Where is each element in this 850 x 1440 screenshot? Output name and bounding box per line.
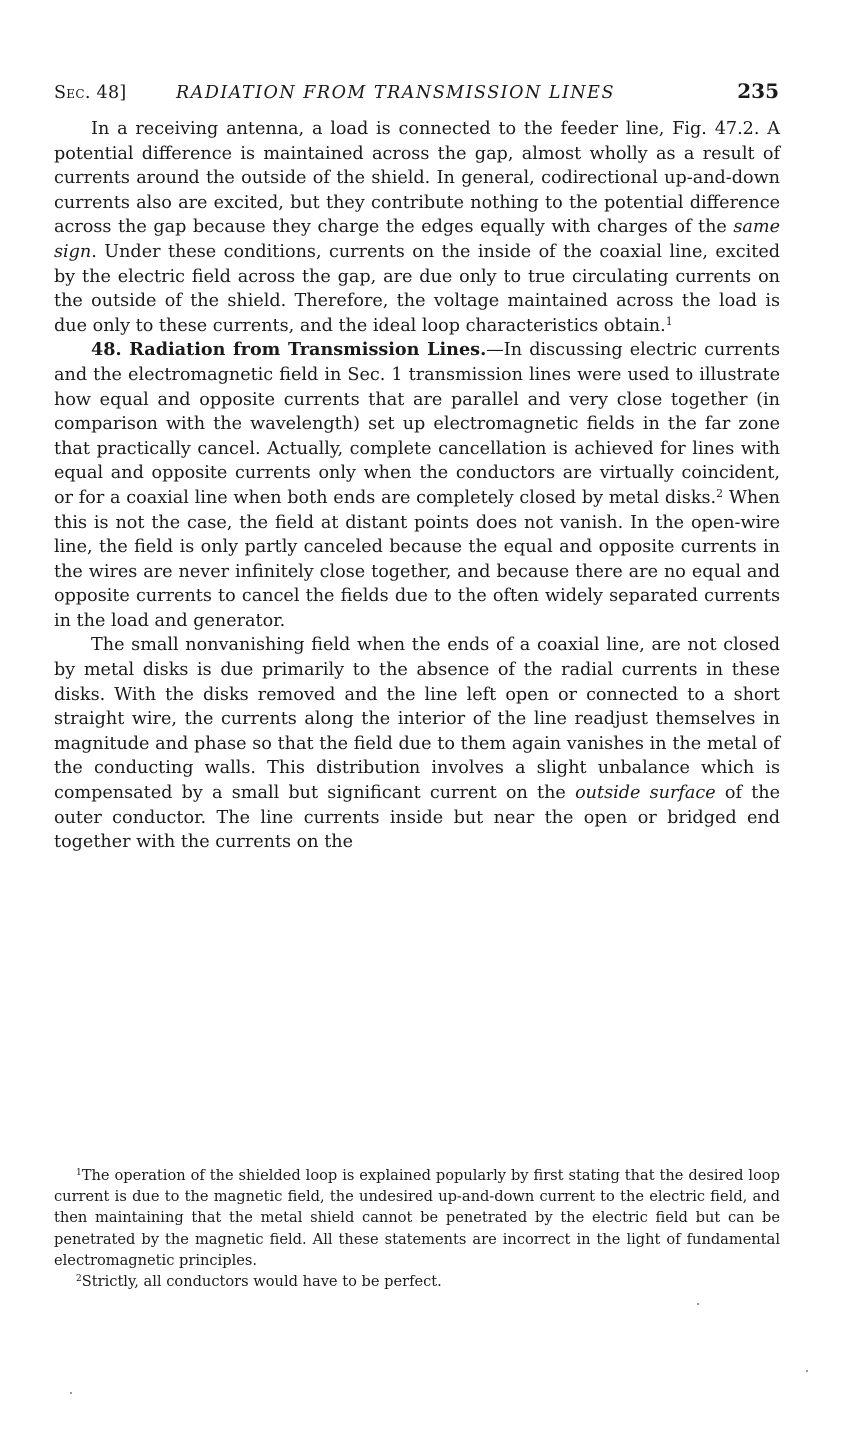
footnote-ref-2[interactable]: 2 [716,486,724,500]
footnote-2 [54,1271,780,1292]
footnote-ref-1[interactable]: 1 [665,314,673,328]
footnote-1 [54,1165,780,1271]
paragraph-section-48 [54,338,780,633]
section-heading: 48. Radiation from Transmission Lines. [91,339,487,361]
paragraph-receiving-antenna [54,117,780,338]
footnote-text-2: Strictly, all conductors would have to be perfect. [81,1273,442,1291]
text-run: of the outer conductor. The line currents inside but near the open or bridged end together with the currents on the [54,783,781,853]
scan-speck [70,1392,72,1394]
footnote-text-1: The operation of the shielded loop is explained popularly by first stating that the desired loop current is due to the magnetic field, the undesired up-and-down current to the electric field, and then maintaining that the metal shield cannot be penetrated by the electric field but can be penetrated by the magnetic field. All these statements are incorrect in the light of fundamental electromagnetic principles. [54,1167,780,1269]
scan-speck [697,1303,699,1305]
text-run: In a receiving antenna, a load is connected to the feeder line, Fig. 47.2. A potential difference is maintained across the gap, almost wholly as a result of currents around the outside of the shield. In general, codirectional up-and-down currents also are excited, but they contribute nothing to the potential difference across the gap because they charge the edges equally with charges of the [54,119,780,238]
footnote-marker-2: 2 [76,1274,82,1285]
footnotes [54,1165,780,1292]
text-run: —In discussing electric currents and the electromagnetic field in Sec. 1 transmission lines were used to illustrate how equal and opposite currents that are parallel and very close together (in comparison with the wavelength) set up electromagnetic fields in the far zone that practically cancel. Actually, complete cancellation is achieved for lines with equal and opposite currents only when the conductors are virtually coincident, or for a coaxial line when both ends are completely closed by metal disks. [54,340,780,508]
text-run: When this is not the case, the field at distant points does not vanish. In the open-wire line, the field is only partly canceled because the equal and opposite currents in the wires are never infinitely close together, and because there are no equal and opposite currents to cancel the fields due to the often widely separated currents in the load and generator. [54,487,780,631]
text-run: The small nonvanishing field when the ends of a coaxial line, are not closed by metal disks is due primarily to the absence of the radial currents in these disks. With the disks removed and the line left open or connected to a short straight wire, the currents along the interior of the line readjust themselves in magnitude and phase so that the field due to them again vanishes in the metal of the conducting walls. This distribution involves a slight unbalance which is compensated by a small but significant current on the [54,635,780,804]
paragraph-nonvanishing-field [54,633,780,854]
running-title: RADIATION FROM TRANSMISSION LINES [176,83,615,103]
page-number: 235 [737,79,779,103]
scan-speck [806,1370,808,1372]
section-label: Sec. 48] [54,83,127,103]
body-text [54,117,780,855]
emphasis-same-sign: same sign [54,217,780,262]
text-run: . Under these conditions, currents on the inside of the coaxial line, excited by the electric field across the gap, are due only to true circulating currents on the outside of the shield. Therefore, the voltage maintained across the load is due only to these currents, and the ideal loop characteristics obtain. [54,241,780,336]
emphasis-outside-surface: outside surface [575,783,716,804]
footnote-marker-1: 1 [76,1168,82,1179]
running-head [54,78,779,108]
